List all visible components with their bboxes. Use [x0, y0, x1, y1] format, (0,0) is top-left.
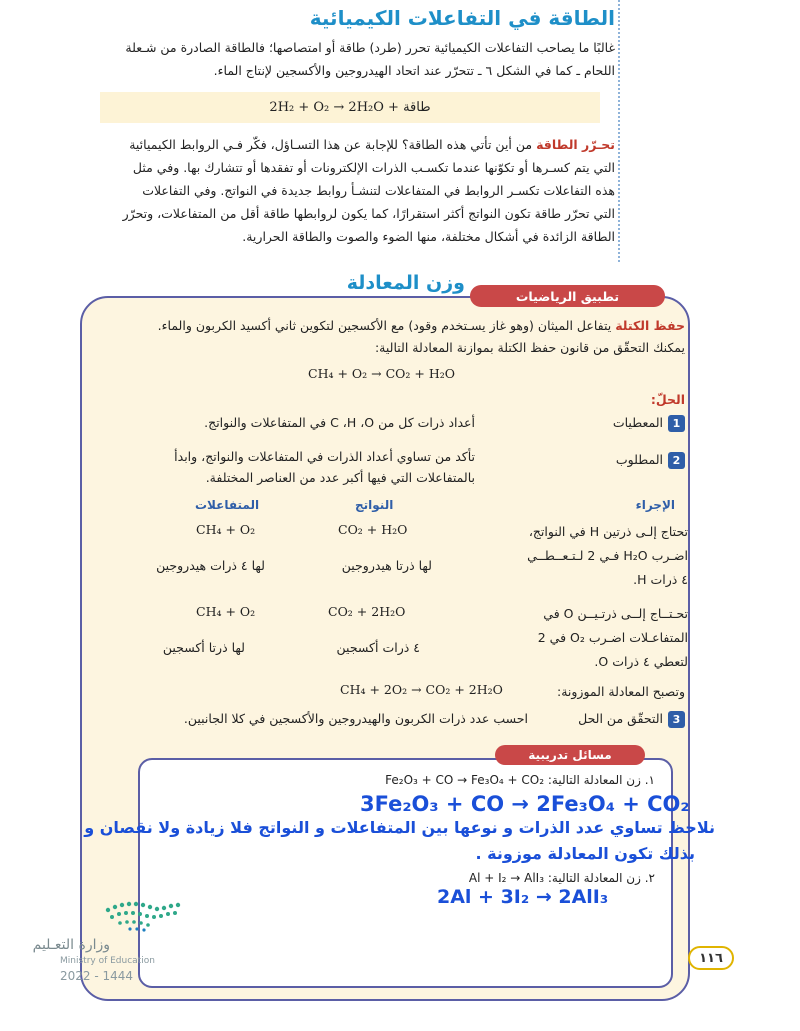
math-application-tab: تطبيق الرياضيات: [470, 285, 665, 307]
products-step-1: CO₂ + H₂O: [338, 522, 408, 537]
required-text: بالمتفاعلات التي فيها أكبر عدد من العناصر المختلفة.: [205, 470, 475, 485]
solution-label: الحلّ:: [650, 392, 685, 407]
paragraph-line: هذه التفاعلات تكسـر الروابط في المتفاعلات لتنشـأ روابط جديدة في النواتج. وفي التفاعلات: [142, 183, 615, 198]
step-number-3: 3: [668, 711, 685, 728]
procedure-step-2: تحـتــاج إلــى ذرتـيــن O في: [543, 606, 688, 621]
given-label: 1المعطيات: [613, 413, 685, 433]
column-procedure: الإجراء: [635, 498, 675, 512]
answer-1: 3Fe₂O₃ + CO → 2Fe₃O₄ + CO₂: [360, 792, 690, 816]
intro-line: حفظ الكتلة يتفاعل الميثان (وهو غاز يسـتخدم وقود) مع الأكسجين لتكوين ثاني أكسيد الكربون والماء.: [157, 318, 685, 333]
given-text: أعداد ذرات كل من C ،H ،O في المتفاعلات والنواتج.: [204, 415, 475, 430]
keyword-energy-release: تحـرّر الطاقة: [536, 137, 615, 152]
energy-equation: 2H₂ + O₂ → 2H₂O + طاقة: [100, 92, 600, 123]
section-title-energy: الطاقة في التفاعلات الكيميائية: [309, 6, 615, 30]
practice-problems-tab: مسائل تدريبية: [495, 745, 645, 765]
page-number: ١١٦: [688, 946, 734, 970]
procedure-step-2: المتفاعـلات اضـرب O₂ في 2: [537, 630, 688, 645]
procedure-step-1: تحتاج إلـى ذرتين H في النواتج،: [528, 524, 688, 539]
step-number-1: 1: [668, 415, 685, 432]
section-title-balancing: وزن المعادلة: [346, 272, 465, 294]
procedure-step-2: لتعطي ٤ ذرات O.: [594, 654, 688, 669]
ministry-dots-icon: [100, 900, 190, 934]
column-reactants: المتفاعلات: [195, 498, 260, 512]
procedure-step-1: ٤ ذرات H.: [633, 572, 688, 587]
balanced-equation: CH₄ + 2O₂ → CO₂ + 2H₂O: [340, 682, 503, 697]
ministry-name-en: Ministry of Education: [60, 956, 155, 966]
products-note-2: ٤ ذرات أكسجين: [336, 640, 420, 655]
balanced-equation-label: وتصبح المعادلة الموزونة:: [557, 684, 685, 699]
edition-year: 2022 - 1444: [60, 969, 134, 983]
step-number-2: 2: [668, 452, 685, 469]
reactants-step-1: CH₄ + O₂: [196, 522, 256, 537]
margin-divider: [618, 0, 620, 262]
check-label: 3التحقّق من الحل: [578, 709, 685, 729]
paragraph-line: التي يتم كسـرها أو تكوّنها عندما تكسـب الذرات الإلكترونات أو تفقدها أو تتشارك بها. وفي مثل: [132, 160, 615, 175]
products-note-1: لها ذرتا هيدروجين: [341, 558, 432, 573]
required-label: 2المطلوب: [616, 450, 685, 470]
check-text: احسب عدد ذرات الكربون والهيدروجين والأكسجين في كلا الجانبين.: [183, 711, 528, 726]
paragraph-line: تحـرّر الطاقة من أين تأتي هذه الطاقة؟ للإجابة عن هذا التسـاؤل، فكّر فـي الروابط الكيميائية: [129, 137, 615, 152]
ministry-logo: [100, 900, 190, 938]
paragraph-line: اللحام ـ كما في الشكل ٦ ـ تتحرّر عند اتحاد الهيدروجين والأكسجين لإنتاج الماء.: [213, 63, 615, 78]
keyword-mass-conservation: حفظ الكتلة: [615, 318, 685, 333]
practice-question-1: ١. زن المعادلة التالية: Fe₂O₃ + CO → Fe₃O₄ + CO₂: [385, 773, 655, 787]
paragraph-line: غالبًا ما يصاحب التفاعلات الكيميائية تحرر (طرد) طاقة أو امتصاصها؛ فالطاقة الصادرة من شـعلة: [125, 40, 615, 55]
reactants-step-2: CH₄ + O₂: [196, 604, 256, 619]
products-step-2: CO₂ + 2H₂O: [328, 604, 406, 619]
practice-question-2: ٢. زن المعادلة التالية: Al + I₂ → AlI₃: [468, 871, 655, 885]
reactants-note-1: لها ٤ ذرات هيدروجين: [156, 558, 265, 573]
paragraph-line: التي تحرّر طاقة تكون النواتج أكثر استقرارًا، كما يكون لروابطها طاقة أقل من المتفاعلات، وتحرّر: [122, 206, 615, 221]
paragraph-line: الطاقة الزائدة في أشكال مختلفة، منها الضوء والصوت والطاقة الحرارية.: [242, 229, 615, 244]
reactants-note-2: لها ذرتا أكسجين: [162, 640, 245, 655]
unbalanced-equation: CH₄ + O₂ → CO₂ + H₂O: [308, 366, 455, 381]
required-text: تأكد من تساوي أعداد الذرات في المتفاعلات والنواتج، وابدأ: [174, 449, 475, 464]
intro-line: يمكنك التحقّق من قانون حفظ الكتلة بموازنة المعادلة التالية:: [374, 340, 685, 355]
procedure-step-1: اضـرب H₂O فـي 2 لـتـعــطــي: [527, 548, 688, 563]
column-products: النواتج: [355, 498, 394, 512]
answer-note-line: بذلك تكون المعادلة موزونة .: [475, 844, 695, 863]
answer-2: 2Al + 3I₂ → 2AlI₃: [437, 886, 609, 908]
ministry-name-ar: وزارة التعـليم: [32, 937, 110, 953]
answer-note-line: نلاحظ تساوي عدد الذرات و نوعها بين المتفاعلات و النواتج فلا زيادة ولا نقصان و: [84, 818, 715, 837]
